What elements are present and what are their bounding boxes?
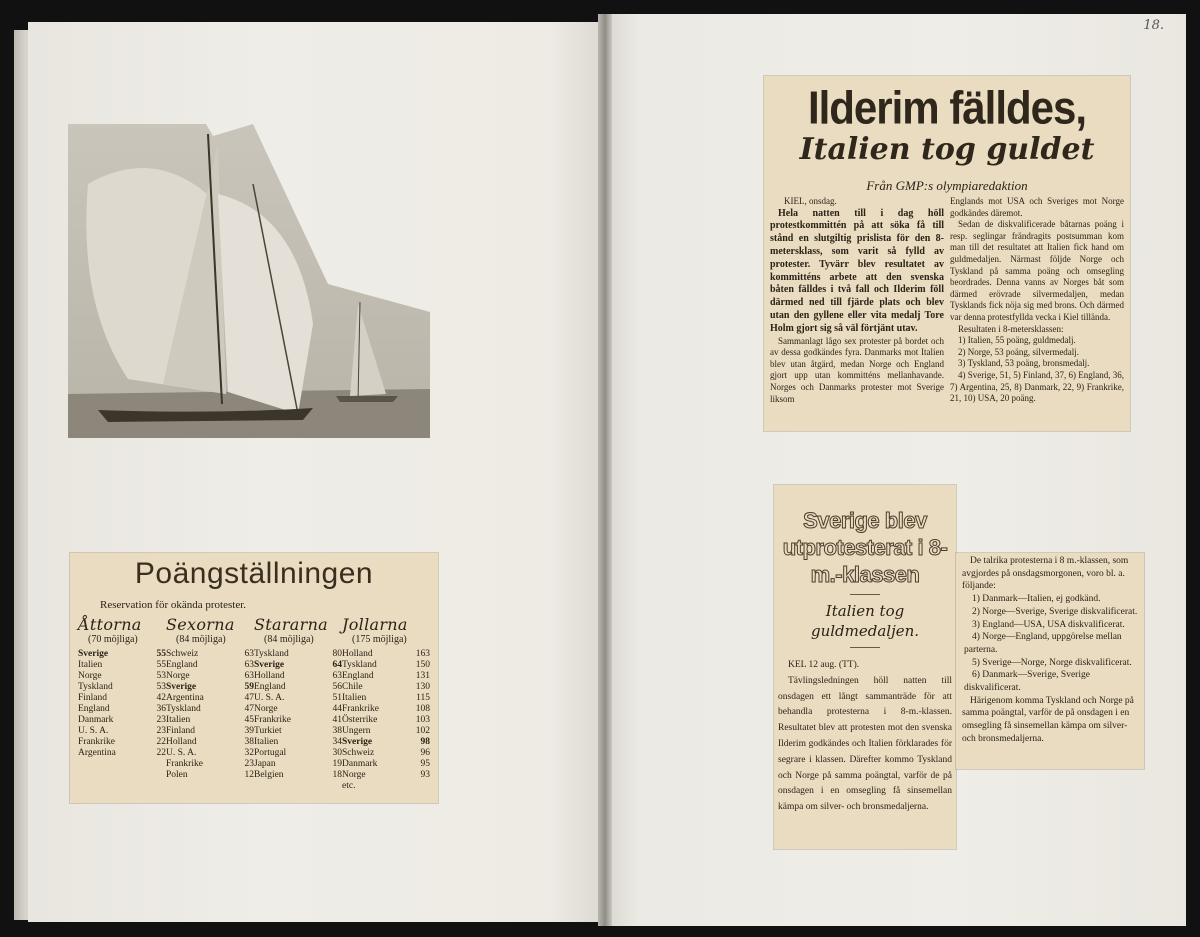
points-value: 41 bbox=[332, 715, 342, 725]
score-row bbox=[254, 759, 342, 770]
book-gutter bbox=[598, 14, 612, 926]
country-name: Finland bbox=[166, 726, 196, 736]
country-name: Italien bbox=[78, 660, 103, 670]
country-name: etc. bbox=[342, 781, 356, 791]
ilderim-column-right bbox=[950, 196, 1124, 405]
score-row bbox=[254, 682, 342, 693]
score-row bbox=[78, 737, 166, 748]
score-row bbox=[342, 682, 430, 693]
sverige-headline: Sverige blev utprotesterat i 8-m.-klassen bbox=[782, 508, 948, 587]
points-value: 19 bbox=[332, 759, 342, 769]
protest-item-2: 2) Norge—Sverige, Sverige diskvalificerat. bbox=[972, 606, 1138, 617]
score-row bbox=[342, 748, 430, 759]
country-name: Italien bbox=[166, 715, 191, 725]
score-row bbox=[342, 715, 430, 726]
subheadline-divider bbox=[850, 647, 880, 648]
score-row bbox=[166, 759, 254, 770]
points-value: 44 bbox=[332, 704, 342, 714]
score-row bbox=[342, 759, 430, 770]
score-row bbox=[254, 715, 342, 726]
points-value: 63 bbox=[332, 671, 342, 681]
country-name: U. S. A. bbox=[254, 693, 285, 703]
score-row bbox=[342, 737, 430, 748]
score-row bbox=[254, 649, 342, 660]
protest-item-5: 5) Sverige—Norge, Norge diskvalificerat. bbox=[972, 657, 1132, 668]
score-row bbox=[166, 737, 254, 748]
score-column bbox=[166, 615, 254, 792]
score-row bbox=[254, 737, 342, 748]
score-row bbox=[78, 649, 166, 660]
score-row bbox=[78, 682, 166, 693]
score-row bbox=[78, 748, 166, 759]
score-row bbox=[254, 748, 342, 759]
ilderim-paragraph-3: Sedan de diskvalificerade båtarnas poäng i resp. seglingar frändragits postsumman kom man till det resultatet att Italien fick hand om guldmedaljen. Närmast följde Norge och Tyskland på samma poäng och omsegling beordrades. Denna vanns av Norges båt som därmed erövrade silvermedaljen, medan Tysklands fick nöja sig med brons. Och därmed var denna protestfyllda vecka i Kiel tillända. bbox=[950, 219, 1124, 322]
country-name: Norge bbox=[78, 671, 102, 681]
headline-divider bbox=[850, 594, 880, 595]
points-value: 30 bbox=[332, 748, 342, 758]
ilderim-result-3: 3) Tyskland, 53 poäng, bronsmedalj. bbox=[958, 358, 1090, 369]
country-name: Ungern bbox=[342, 726, 371, 736]
page-number: 18. bbox=[1143, 18, 1164, 33]
country-name: England bbox=[342, 671, 374, 681]
protest-item-4: 4) Norge—England, uppgörelse mellan parterna. bbox=[964, 632, 1122, 655]
country-name: Finland bbox=[78, 693, 108, 703]
points-value: 93 bbox=[420, 770, 430, 780]
score-row bbox=[78, 726, 166, 737]
ilderim-paragraph-1: Sammanlagt lågo sex protester på bordet och av dessa godkändes fyra. Danmarks mot Italien blev utan åtgärd, medan Norge och England gjort upp utan kommitténs mellanhavande. Norges och Danmarks protester mot Sverige liksom bbox=[770, 335, 944, 404]
class-possible: (70 möjliga) bbox=[88, 634, 138, 645]
country-name: U. S. A. bbox=[78, 726, 109, 736]
score-table-note: Reservation för okända protester. bbox=[100, 599, 247, 611]
points-value: 34 bbox=[332, 737, 342, 747]
score-row bbox=[254, 693, 342, 704]
country-name: Argentina bbox=[78, 748, 116, 758]
score-column bbox=[78, 615, 166, 792]
score-row bbox=[254, 726, 342, 737]
ilderim-result-4: 4) Sverige, 51, 5) Finland, 37, 6) England, 36, 7) Argentina, 25, 8) Danmark, 22, 9) Frankrike, 21, 10) USA, 20 poäng. bbox=[950, 369, 1124, 404]
score-row bbox=[78, 660, 166, 671]
ilderim-result-2: 2) Norge, 53 poäng, silvermedalj. bbox=[958, 346, 1080, 357]
score-row bbox=[342, 649, 430, 660]
points-value: 96 bbox=[420, 748, 430, 758]
points-value: 32 bbox=[244, 748, 254, 758]
protest-item-3: 3) England—USA, USA diskvalificerat. bbox=[972, 619, 1125, 630]
ilderim-paragraph-2: Englands mot USA och Sveriges mot Norge godkändes däremot. bbox=[950, 196, 1124, 218]
country-name: England bbox=[254, 682, 286, 692]
score-row bbox=[166, 649, 254, 660]
points-value: 36 bbox=[156, 704, 166, 714]
points-value: 22 bbox=[156, 748, 166, 758]
country-name: Sverige bbox=[78, 649, 109, 659]
points-value: 42 bbox=[156, 693, 166, 703]
points-value: 53 bbox=[156, 682, 166, 692]
country-name: Norge bbox=[342, 770, 366, 780]
class-possible: (84 möjliga) bbox=[264, 634, 314, 645]
score-row bbox=[166, 704, 254, 715]
score-row bbox=[342, 770, 430, 781]
country-name: Frankrike bbox=[166, 759, 203, 769]
protest-item-6: 6) Danmark—Sverige, Sverige diskvalificerat. bbox=[964, 670, 1090, 694]
score-row bbox=[166, 726, 254, 737]
points-value: 51 bbox=[332, 693, 342, 703]
country-name: Chile bbox=[342, 682, 363, 692]
points-value: 23 bbox=[244, 759, 254, 769]
points-value: 80 bbox=[332, 649, 342, 659]
score-row bbox=[342, 660, 430, 671]
protest-item-1: 1) Danmark—Italien, ej godkänd. bbox=[972, 594, 1101, 605]
score-row bbox=[166, 748, 254, 759]
points-value: 23 bbox=[156, 726, 166, 736]
country-name: Norge bbox=[166, 671, 190, 681]
sverige-article-clipping bbox=[774, 485, 956, 849]
points-value: 12 bbox=[244, 770, 254, 780]
score-row bbox=[342, 704, 430, 715]
score-row bbox=[342, 693, 430, 704]
points-value: 38 bbox=[244, 737, 254, 747]
sailboat-photo bbox=[68, 124, 430, 438]
ilderim-article-clipping bbox=[764, 76, 1130, 431]
points-value: 63 bbox=[244, 660, 254, 670]
points-value: 115 bbox=[416, 693, 430, 703]
points-value: 102 bbox=[415, 726, 430, 736]
ilderim-byline: Från GMP:s olympiaredaktion bbox=[866, 178, 1028, 193]
points-value: 39 bbox=[244, 726, 254, 736]
protests-closing: Härigenom komma Tyskland och Norge på samma poängtal, varför de på onsdagen i en omsegling få sinsemellan kämpa om silver- och bronsmedaljerna. bbox=[962, 695, 1134, 744]
points-value: 56 bbox=[332, 682, 342, 692]
points-value: 55 bbox=[156, 660, 166, 670]
class-name: Jollarna bbox=[342, 615, 408, 634]
points-value: 103 bbox=[415, 715, 430, 725]
score-row bbox=[342, 781, 430, 792]
country-name: Holland bbox=[254, 671, 285, 681]
points-value: 63 bbox=[244, 649, 254, 659]
class-name: Stararna bbox=[254, 615, 329, 634]
class-possible: (84 möjliga) bbox=[176, 634, 226, 645]
points-value: 23 bbox=[156, 715, 166, 725]
sverige-body bbox=[778, 658, 952, 816]
country-name: Tyskland bbox=[254, 649, 289, 659]
points-value: 131 bbox=[415, 671, 430, 681]
country-name: Belgien bbox=[254, 770, 284, 780]
country-name: Norge bbox=[254, 704, 278, 714]
points-value: 55 bbox=[156, 649, 166, 659]
points-value: 63 bbox=[244, 671, 254, 681]
country-name: Schweiz bbox=[342, 748, 375, 758]
ilderim-results-heading: Resultaten i 8-metersklassen: bbox=[958, 323, 1064, 334]
score-table-title: Poängställningen bbox=[134, 557, 374, 590]
class-possible: (175 möjliga) bbox=[352, 634, 407, 645]
country-name: Italien bbox=[254, 737, 279, 747]
ilderim-lead: Hela natten till i dag höll protestkommittén på att söka få till stånd en slutgiltig prislista för den 8-metersklass, som varit så fylld av protester. Tyvärr blev resultatet av kommitténs arbete att den svenska båten fälldes i två fall och Ilderim föll därmed ned till fjärde plats och blev utan den gyllene eller vita medalj Tore Holm gjort sig så väl förtjänt utav. bbox=[770, 207, 944, 334]
country-name: Portugal bbox=[254, 748, 287, 758]
score-row bbox=[166, 660, 254, 671]
country-name: Frankrike bbox=[78, 737, 115, 747]
points-value: 38 bbox=[332, 726, 342, 736]
score-row bbox=[78, 704, 166, 715]
points-value: 18 bbox=[332, 770, 342, 780]
class-name: Sexorna bbox=[166, 615, 235, 634]
country-name: England bbox=[78, 704, 110, 714]
class-name: Åttorna bbox=[78, 615, 142, 634]
country-name: Sverige bbox=[342, 737, 373, 747]
country-name: Holland bbox=[342, 649, 373, 659]
points-value: 64 bbox=[332, 660, 342, 670]
points-value: 130 bbox=[415, 682, 430, 692]
ilderim-columns bbox=[770, 196, 1124, 405]
country-name: Frankrike bbox=[342, 704, 379, 714]
points-value: 22 bbox=[156, 737, 166, 747]
score-row bbox=[254, 704, 342, 715]
score-table-clipping bbox=[70, 553, 438, 803]
points-value: 163 bbox=[415, 649, 430, 659]
ilderim-subheadline: Italien tog guldet bbox=[799, 132, 1095, 167]
country-name: Frankrike bbox=[254, 715, 291, 725]
sverige-subheadline: Italien tog guldmedaljen. bbox=[810, 602, 920, 640]
score-row bbox=[166, 770, 254, 781]
score-column bbox=[254, 615, 342, 792]
country-name: Holland bbox=[166, 737, 197, 747]
country-name: Turkiet bbox=[254, 726, 282, 736]
country-name: Schweiz bbox=[166, 649, 199, 659]
sverige-text: Tävlingsledningen höll natten till onsdagen ett långt sammanträde för att behandla protesterna i 8-m.-klassen. Resultatet blev att protesten mot den svenska Ilderim godkändes och Italien förklarades för segrare i klassen. Därefter kommo Tyskland och Norge på samma poängtal, varför de på onsdagen i en omsegling få sinsemellan kämpa om silver- och bronsmedaljerna. bbox=[778, 675, 952, 813]
points-value: 98 bbox=[420, 737, 430, 747]
country-name: Tyskland bbox=[166, 704, 201, 714]
points-value: 47 bbox=[244, 704, 254, 714]
score-row bbox=[78, 693, 166, 704]
ilderim-column-left bbox=[770, 196, 944, 405]
points-value: 95 bbox=[420, 759, 430, 769]
country-name: Italien bbox=[342, 693, 367, 703]
country-name: England bbox=[166, 660, 198, 670]
country-name: Tyskland bbox=[342, 660, 377, 670]
country-name: Polen bbox=[166, 770, 188, 780]
score-row bbox=[166, 671, 254, 682]
points-value: 59 bbox=[244, 682, 254, 692]
ilderim-dateline: KIEL, onsdag. bbox=[784, 196, 837, 206]
score-row bbox=[78, 715, 166, 726]
points-value: 108 bbox=[415, 704, 430, 714]
country-name: Österrike bbox=[342, 715, 378, 725]
points-value: 45 bbox=[244, 715, 254, 725]
score-row bbox=[342, 671, 430, 682]
points-value: 150 bbox=[415, 660, 430, 670]
protests-clipping bbox=[956, 553, 1144, 769]
country-name: U. S. A. bbox=[166, 748, 197, 758]
score-row bbox=[166, 682, 254, 693]
score-row bbox=[166, 715, 254, 726]
country-name: Sverige bbox=[254, 660, 285, 670]
ilderim-headline: Ilderim fälldes, bbox=[807, 81, 1087, 134]
country-name: Argentina bbox=[166, 693, 204, 703]
country-name: Danmark bbox=[342, 759, 378, 769]
score-row bbox=[166, 693, 254, 704]
ilderim-result-1: 1) Italien, 55 poäng, guldmedalj. bbox=[958, 335, 1076, 346]
points-value: 47 bbox=[244, 693, 254, 703]
score-row bbox=[78, 671, 166, 682]
score-row bbox=[254, 671, 342, 682]
country-name: Japan bbox=[254, 759, 276, 769]
country-name: Danmark bbox=[78, 715, 114, 725]
points-value: 53 bbox=[156, 671, 166, 681]
sverige-dateline: KEL 12 aug. (TT). bbox=[788, 660, 860, 670]
protests-intro: De talrika protesterna i 8 m.-klassen, som avgjordes på onsdagsmorgonen, voro bl. a. följande: bbox=[962, 556, 1129, 592]
country-name: Tyskland bbox=[78, 682, 113, 692]
country-name: Sverige bbox=[166, 682, 197, 692]
score-row bbox=[254, 770, 342, 781]
score-column bbox=[342, 615, 430, 792]
score-row bbox=[342, 726, 430, 737]
score-columns bbox=[78, 615, 430, 792]
score-row bbox=[254, 660, 342, 671]
